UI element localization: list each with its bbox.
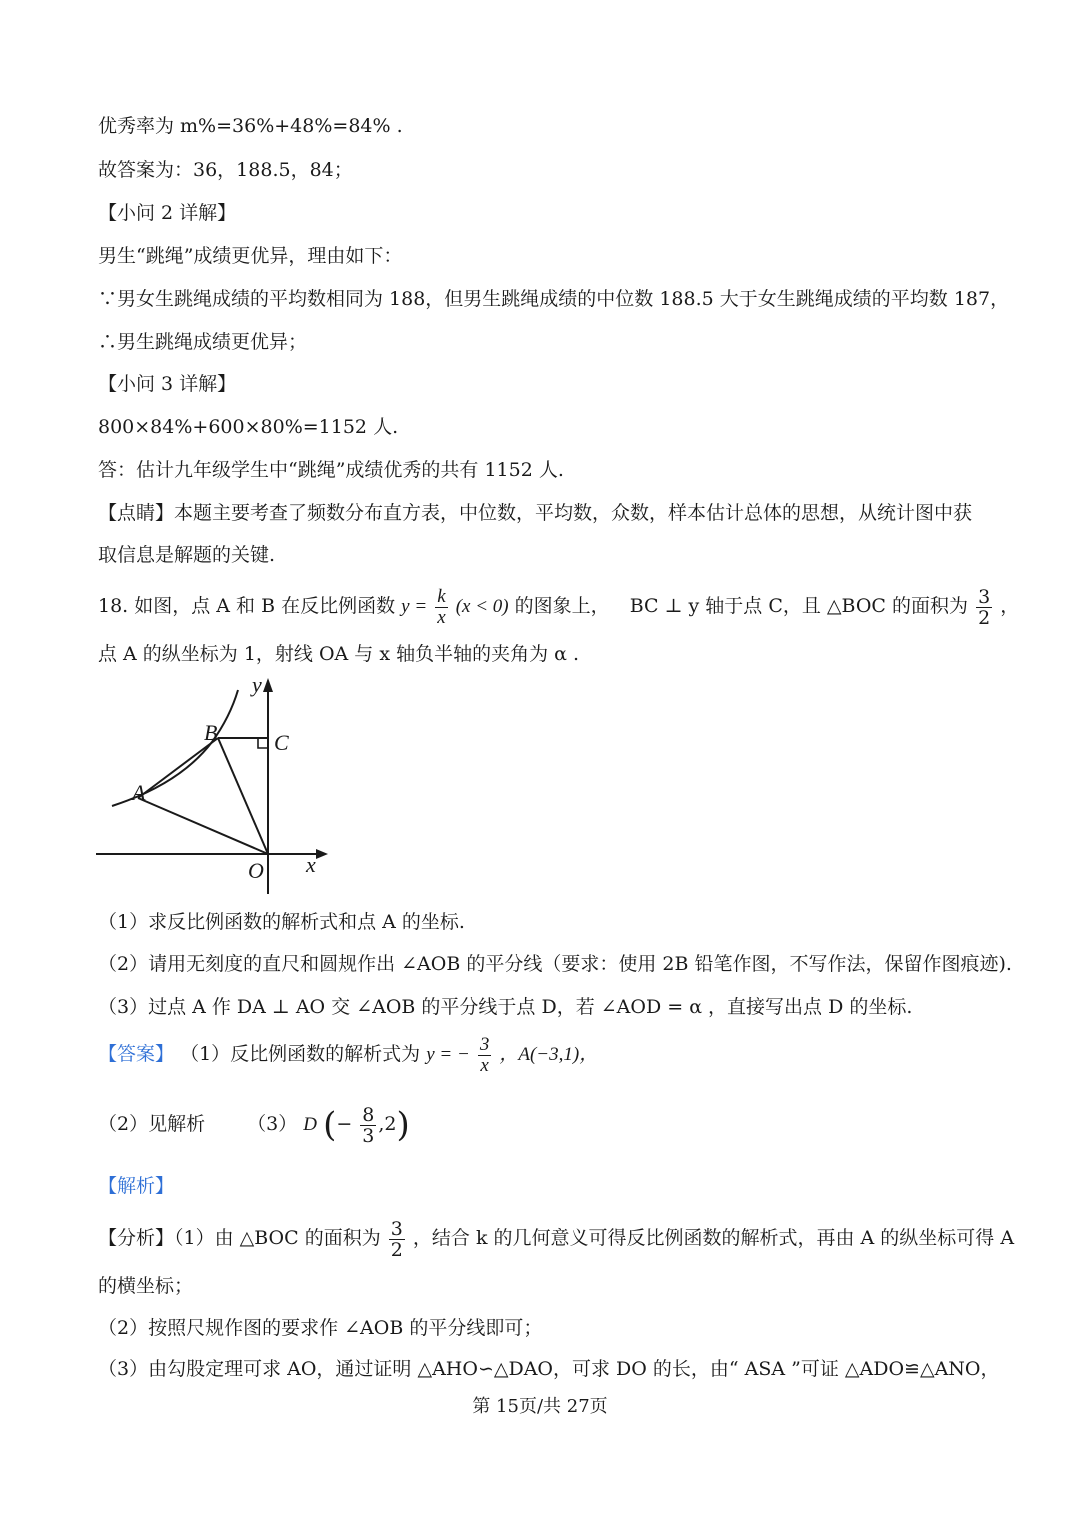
function-lhs: y =: [401, 596, 428, 617]
label-o: O: [248, 858, 264, 883]
subquestion-2-header: 【小问 2 详解】: [98, 202, 237, 224]
answer-line-1: [98, 1032, 598, 1077]
analysis-area-fraction: [389, 1219, 405, 1260]
dianjing-line-1: 【点睛】本题主要考查了频数分布直方表，中位数，平均数，众数，样本估计总体的思想，从统计图中获: [98, 502, 973, 524]
area-fraction: [976, 587, 992, 628]
answer-d-numerator: 8: [362, 1103, 375, 1126]
answer-part-2: （2）见解析: [98, 1113, 206, 1135]
problem-18-perpendicular: BC ⊥ y 轴于点 C，且 △BOC 的面积为: [629, 595, 969, 617]
label-b: B: [204, 720, 218, 745]
answer-line-2: [98, 1102, 410, 1147]
answer-function-fraction: [478, 1035, 492, 1076]
function-fraction: [435, 587, 447, 628]
problem-18-line-2: 点 A 的纵坐标为 1，射线 OA 与 x 轴负半轴的夹角为 α .: [98, 643, 580, 665]
answer-summary-line: 故答案为：36，188.5，84；: [98, 159, 353, 181]
analysis-line-1: [98, 1216, 1014, 1260]
label-x: x: [306, 852, 316, 877]
fraction-numerator: k: [437, 585, 446, 607]
subquestion-3-answer: 答：估计九年级学生中“跳绳”成绩优秀的共有 1152 人.: [98, 459, 564, 481]
answer-d-rest: ,2: [378, 1113, 397, 1135]
minus-sign: −: [336, 1113, 353, 1135]
answer-d-fraction: [360, 1105, 376, 1146]
dianjing-line-2: 取信息是解题的关键.: [98, 544, 276, 566]
question-2: （2）请用无刻度的直尺和圆规作出 ∠AOB 的平分线（要求：使用 2B 铅笔作图，不写作法，保留作图痕迹).: [98, 953, 1012, 975]
coordinate-figure: [90, 672, 340, 897]
label-c: C: [274, 730, 289, 755]
paren-open-icon: (: [323, 1105, 337, 1145]
analysis-tag: 【解析】: [98, 1175, 175, 1197]
subquestion-2-conclusion: ∴男生跳绳成绩更优异；: [98, 331, 308, 353]
answer-function-lhs: y = −: [426, 1044, 470, 1065]
y-axis-arrow: [263, 678, 273, 692]
answer-tag: 【答案】: [98, 1043, 175, 1065]
question-3: （3）过点 A 作 DA ⊥ AO 交 ∠AOB 的平分线于点 D，若 ∠AOD = α ，直接写出点 D 的坐标.: [98, 996, 913, 1018]
label-a: A: [132, 780, 146, 805]
analysis-line-1-end: ，结合 k 的几何意义可得反比例函数的解析式，再由 A 的纵坐标可得 A: [412, 1227, 1015, 1249]
right-angle-mark: [258, 738, 268, 748]
answer-part-3-label: （3）: [247, 1113, 298, 1135]
problem-18-line-1-end: ，: [1000, 595, 1020, 617]
area-numerator: 3: [978, 585, 991, 608]
excellence-rate-line: 优秀率为 m%=36%+48%=84% .: [98, 115, 403, 137]
paren-close-icon: ): [396, 1105, 410, 1145]
page-footer: 第 15页/共 27页: [472, 1396, 608, 1417]
label-y: y: [252, 672, 262, 697]
subquestion-2-claim: 男生“跳绳”成绩更优异，理由如下：: [98, 245, 403, 267]
x-axis-arrow: [316, 849, 328, 859]
analysis-line-1-start: 【分析】（1）由 △BOC 的面积为: [98, 1227, 381, 1249]
subquestion-2-reason: ∵男女生跳绳成绩的平均数相同为 188，但男生跳绳成绩的中位数 188.5 大于女生跳绳成绩的平均数 187，: [98, 288, 1010, 310]
fraction-denominator: x: [437, 606, 446, 628]
problem-18-intro: 18. 如图，点 A 和 B 在反比例函数: [98, 595, 396, 617]
answer-part-1-text: （1）反比例函数的解析式为: [180, 1043, 421, 1065]
analysis-line-3: （2）按照尺规作图的要求作 ∠AOB 的平分线即可；: [98, 1317, 543, 1339]
function-domain: (x < 0): [455, 596, 509, 617]
analysis-line-4: （3）由勾股定理可求 AO，通过证明 △AHO∽△DAO，可求 DO 的长，由“ ASA ”可证 △ADO≌△ANO，: [98, 1358, 1000, 1380]
answer-fraction-numerator: 3: [479, 1033, 490, 1055]
analysis-line-2: 的横坐标；: [98, 1275, 194, 1297]
answer-point-d: D: [303, 1114, 318, 1135]
analysis-area-numerator: 3: [390, 1217, 403, 1240]
answer-d-denominator: 3: [362, 1124, 375, 1147]
area-denominator: 2: [978, 606, 991, 629]
answer-fraction-denominator: x: [480, 1054, 489, 1076]
problem-18-mid: 的图象上，: [514, 595, 610, 617]
answer-point-a: ，A(−3,1)，: [499, 1044, 599, 1065]
hyperbola-curve: [112, 690, 238, 806]
question-1: （1）求反比例函数的解析式和点 A 的坐标.: [98, 911, 465, 933]
problem-18-line-1: [98, 584, 1019, 629]
analysis-area-denominator: 2: [390, 1238, 403, 1261]
subquestion-3-calculation: 800×84%+600×80%=1152 人.: [98, 416, 399, 438]
subquestion-3-header: 【小问 3 详解】: [98, 373, 237, 395]
segment-ab: [138, 738, 218, 798]
